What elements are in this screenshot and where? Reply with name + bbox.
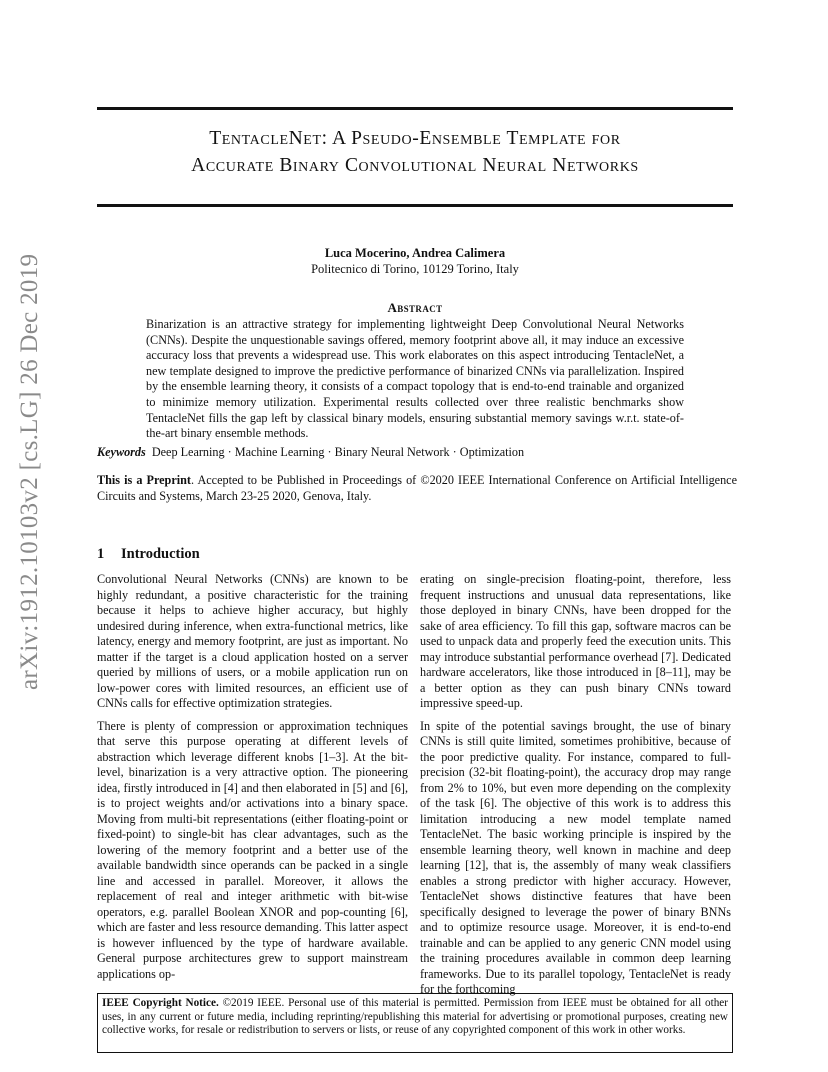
- keywords-label: Keywords: [97, 445, 146, 459]
- abstract-text: Binarization is an attractive strategy for implementing lightweight Deep Convolutional Neural Networks (CNNs). Despite the unquestionable savings offered, memory footprint above all, it may induce an excessive accuracy loss that prevents a widespread use. This work elaborates on this aspect introducing TentacleNet, a new template designed to improve the predictive performance of binarized CNNs via parallelization. Inspired by the ensemble learning theory, it consists of a compact topology that is end-to-end trainable and organized to minimize memory utilization. Experimental results collected over three realistic benchmarks show TentacleNet fills the gap left by classical binary models, ensuring substantial memory savings w.r.t. state-of-the-art binary ensemble methods.: [146, 317, 684, 441]
- copyright-text: ©2019 IEEE. Personal use of this material is permitted. Permission from IEEE must be obtained for all other uses, in any current or future media, including reprinting/republishing this material for advertising or promotional purposes, creating new collective works, for resale or redistribution to servers or lists, or reuse of any copyrighted component of this work in other works.: [102, 997, 728, 1037]
- title-line-2: Accurate Binary Convolutional Neural Networks: [191, 155, 639, 176]
- copyright-notice: [97, 993, 733, 1053]
- title-top-rule: [97, 107, 733, 110]
- title-line-1: TentacleNet: A Pseudo-Ensemble Template for: [209, 128, 621, 149]
- keywords-text: Deep Learning · Machine Learning · Binary Neural Network · Optimization: [151, 445, 525, 459]
- body-paragraph: Convolutional Neural Networks (CNNs) are known to be highly redundant, a positive characteristic for the training because it helps to achieve higher accuracy, but highly undesired during inference, when extra-functional metrics, like latency, energy and memory footprint, are just as important. No matter if the target is a cloud application hosted on a server queried by millions of users, or a mobile application run on low-power cores with limited resources, an efficient use of CNNs calls for effective optimization strategies.: [97, 572, 408, 710]
- paper-title: [97, 125, 733, 179]
- right-column: [420, 572, 731, 1005]
- abstract-heading: Abstract: [387, 300, 443, 315]
- keywords-line: [97, 445, 737, 461]
- section-title: Introduction: [121, 546, 200, 562]
- copyright-label: IEEE Copyright Notice.: [102, 997, 219, 1009]
- author-affiliation: Politecnico di Torino, 10129 Torino, Italy: [311, 262, 519, 276]
- arxiv-identifier: arXiv:1912.10103v2 [cs.LG] 26 Dec 2019: [16, 253, 43, 690]
- author-names: Luca Mocerino, Andrea Calimera: [324, 246, 506, 260]
- left-column: [97, 572, 408, 989]
- title-bottom-rule: [97, 204, 733, 207]
- author-block: [97, 245, 733, 277]
- preprint-note: [97, 473, 737, 504]
- preprint-text: . Accepted to be Published in Proceedings of ©2020 IEEE International Conference on Artificial Intelligence Circuits and Systems, March 23-25 2020, Genova, Italy.: [97, 473, 738, 503]
- section-heading: [97, 546, 200, 563]
- body-paragraph: erating on single-precision floating-point, therefore, less frequent instructions and unusual data representations, like those deployed in binary CNNs, have been dropped for the sake of area efficiency. To fill this gap, software macros can be used to unpack data and properly feed the execution units. This may introduce substantial performance overhead [7]. Dedicated hardware accelerators, like those introduced in [8–11], may be a better option as they can push binary CNNs toward impressive speed-up.: [420, 572, 731, 710]
- section-number: 1: [97, 546, 105, 562]
- body-paragraph: There is plenty of compression or approximation techniques that serve this purpose operating at different levels of abstraction which leverage different knobs [1–3]. At the bit-level, binarization is a very attractive option. The pioneering idea, firstly introduced in [4] and then elaborated in [5] and [6], is to project weights and/or activations into a binary space. Moving from multi-bit representations (either floating-point or fixed-point) to single-bit has clear advantages, such as the lowering of the memory footprint and a better use of the available bandwidth since operands can be packed in a single line and accessed in parallel. Moreover, it allows the replacement of real and integer arithmetic with bit-wise operators, e.g. parallel Boolean XNOR and pop-counting [6], which are faster and less resource demanding. This latter aspect is however influenced by the type of hardware available. General purpose architectures grew to support mainstream applications op-: [97, 718, 408, 981]
- body-paragraph: In spite of the potential savings brought, the use of binary CNNs is still quite limited, sometimes prohibitive, because of the poor predictive quality. For instance, compared to full-precision (32-bit floating-point), the accuracy drop may range from 2% to 10%, but even more depending on the complexity of the task [6]. The objective of this work is to address this limitation introducing a new model template named TentacleNet. The basic working principle is inspired by the ensemble learning theory, well known in machine and deep learning [12], that is, the assembly of many weak classifiers enables a strong predictor with higher accuracy. However, TentacleNet shows distinctive features that have been specifically designed to leverage the power of binary BNNs and to optimize resource usage. Moreover, it is end-to-end trainable and can be applied to any generic CNN model using the training procedures available in common deep learning frameworks. Due to its parallel topology, TentacleNet is ready for the forthcoming: [420, 718, 731, 996]
- preprint-label: This is a Preprint: [97, 473, 191, 487]
